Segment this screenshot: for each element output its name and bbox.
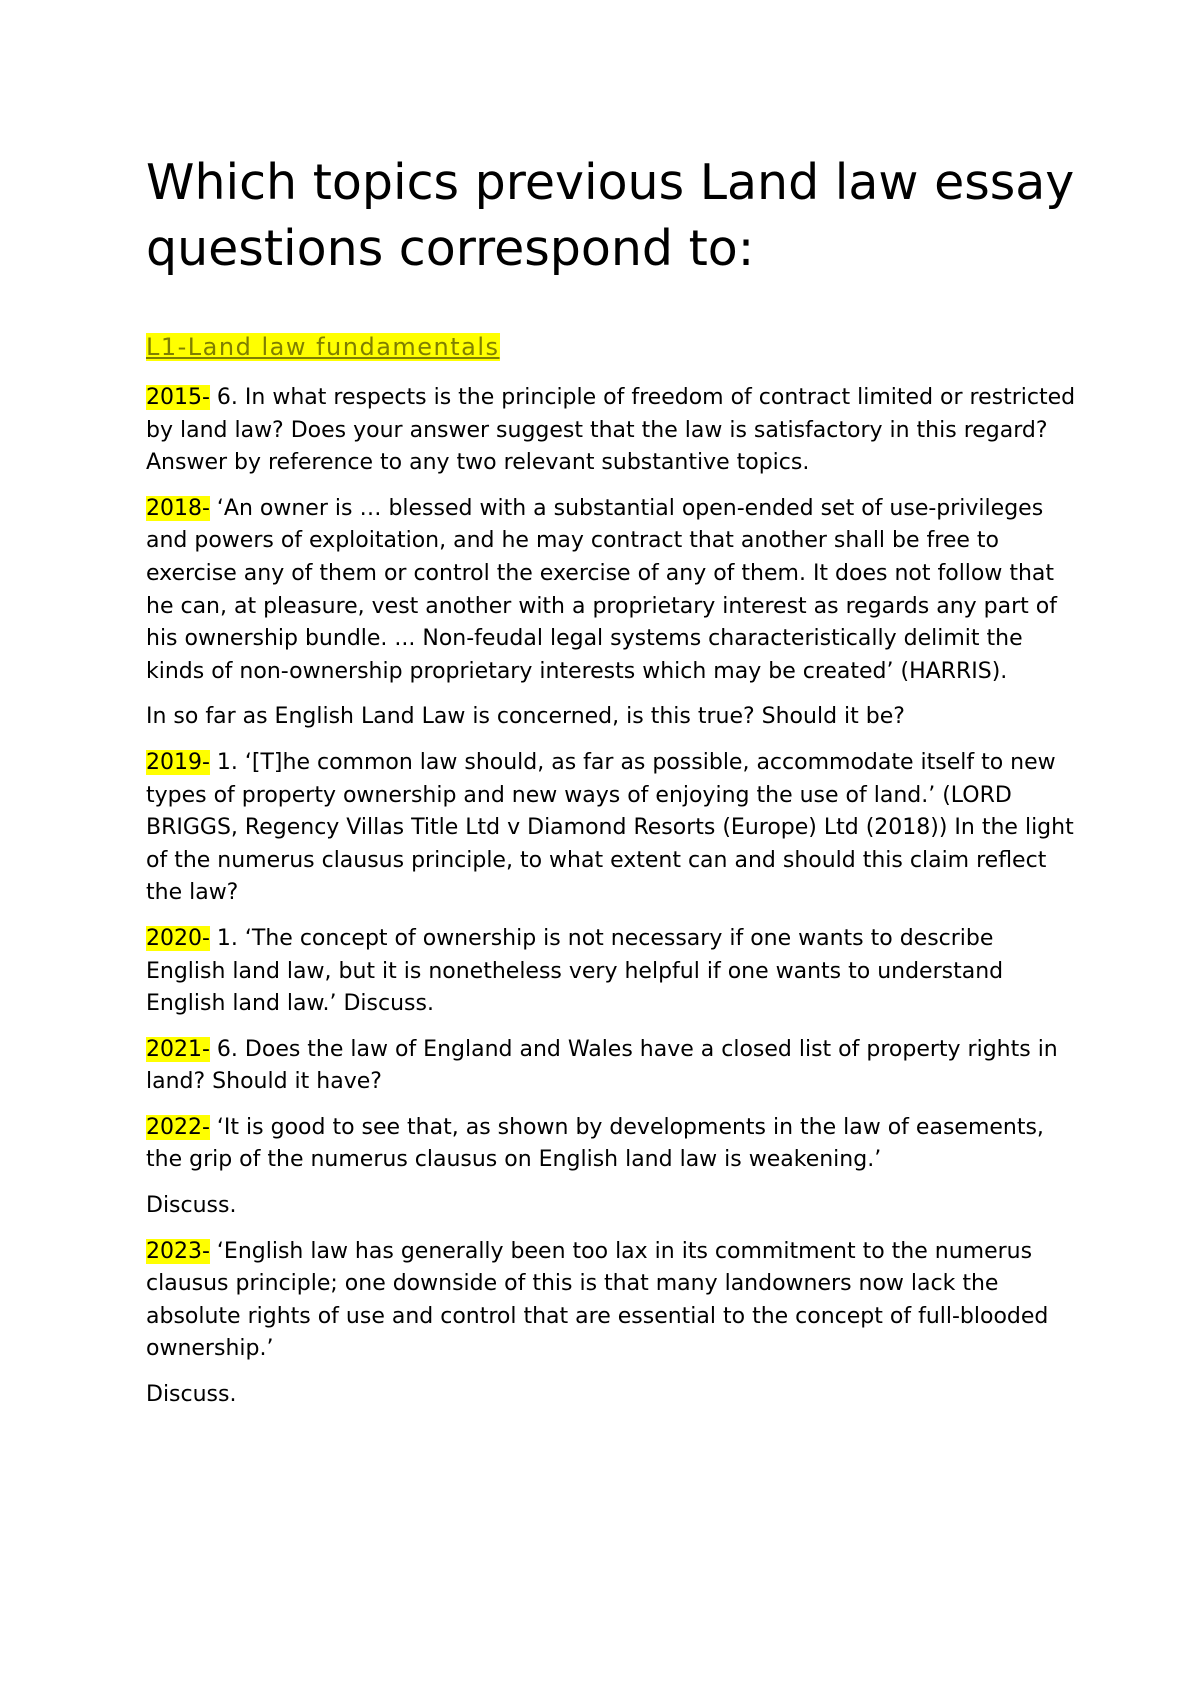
section-heading-text: L1-Land law fundamentals — [146, 333, 500, 361]
section-heading — [146, 332, 1076, 362]
question-text: ‘It is good to see that, as shown by developments in the law of easements, the grip of the numerus clausus on English land law is weakening.’ — [146, 1114, 1044, 1173]
question-text: 6. Does the law of England and Wales have a closed list of property rights in land? Should it have? — [146, 1036, 1058, 1095]
year-label: 2019- — [146, 749, 210, 775]
question-text: ‘English law has generally been too lax in its commitment to the numerus clausus principle; one downside of this is that many landowners now lack the absolute rights of use and control that are essential to the concept of full-blooded ownership.’ — [146, 1238, 1049, 1362]
document-title: Which topics previous Land law essay questions correspond to: — [146, 154, 1075, 277]
question-entry-2022 — [146, 1112, 1076, 1177]
question-entry-2019 — [146, 747, 1076, 910]
question-text: 1. ‘The concept of ownership is not necessary if one wants to describe English land law, but it is nonetheless very helpful if one wants to understand English land law.’ Discuss. — [146, 925, 1004, 1017]
question-entry-2015 — [146, 382, 1076, 480]
question-followup: In so far as English Land Law is concerned, is this true? Should it be? — [146, 704, 905, 730]
question-entry-2018 — [146, 493, 1076, 689]
question-followup: Discuss. — [146, 1382, 237, 1408]
document-page — [146, 150, 1076, 1425]
question-text: 6. In what respects is the principle of freedom of contract limited or restricted by land law? Does your answer suggest that the law is satisfactory in this regard? Answer by reference to any two relevant substantive topics. — [146, 385, 1076, 476]
question-text: 1. ‘[T]he common law should, as far as possible, accommodate itself to new types of property ownership and new ways of enjoying the use of land.’ (LORD BRIGGS, Regency Villas Title Ltd v Diamond Resorts (Europe) Ltd (2018)) In the light of the numerus clausus principle, to what extent can and should this claim reflect the law? — [146, 749, 1074, 906]
year-label: 2021- — [146, 1036, 210, 1062]
question-text: ‘An owner is … blessed with a substantial open-ended set of use-privileges and powers of exploitation, and he may contract that another shall be free to exercise any of them or control the exercise of any of them. It does not follow that he can, at pleasure, vest another with a proprietary interest as regards any part of his ownership bundle. ... Non-feudal legal systems characteristically delimit the kinds of non-ownership proprietary interests which may be created’ (HARRIS). — [146, 495, 1057, 684]
question-entry-2021 — [146, 1034, 1076, 1099]
question-entry-2020 — [146, 923, 1076, 1021]
question-followup: Discuss. — [146, 1193, 237, 1219]
year-label: 2020- — [146, 925, 210, 951]
year-label: 2022- — [146, 1114, 210, 1140]
year-label: 2023- — [146, 1238, 210, 1264]
year-label: 2018- — [146, 495, 210, 521]
question-entry-2023 — [146, 1236, 1076, 1366]
year-label: 2015- — [146, 385, 210, 410]
